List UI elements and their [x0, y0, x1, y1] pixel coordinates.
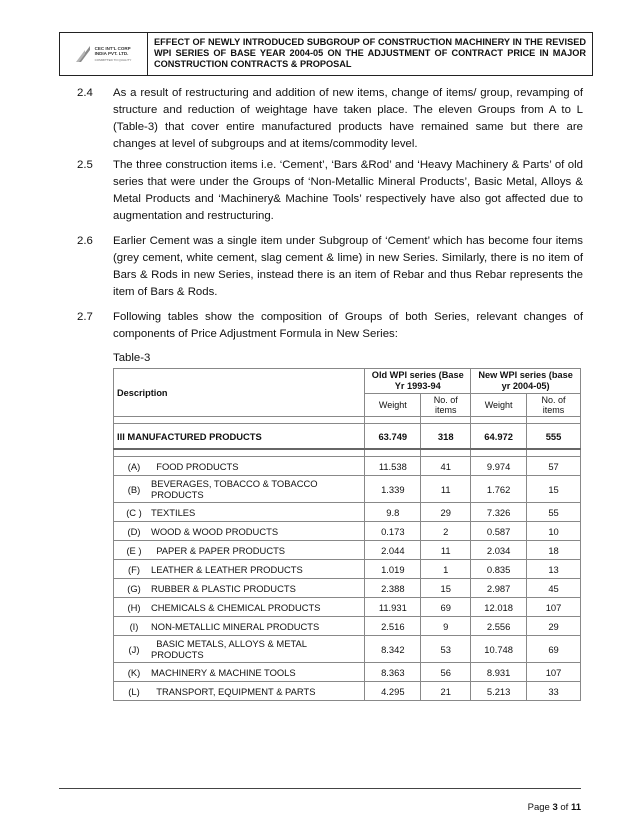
- total-old-weight: 63.749: [365, 424, 421, 450]
- group-name: PAPER & PAPER PRODUCTS: [151, 544, 286, 556]
- old-items: 2: [421, 522, 471, 541]
- table-row: [114, 522, 581, 541]
- new-items: 15: [527, 476, 581, 503]
- old-items: 11: [421, 476, 471, 503]
- table-row: [114, 636, 581, 663]
- new-items: 33: [527, 682, 581, 701]
- paragraph-number: 2.4: [77, 87, 93, 99]
- old-weight: 0.173: [365, 522, 421, 541]
- new-items: 55: [527, 503, 581, 522]
- table-spacer: [114, 449, 581, 457]
- logo-emblem-icon: [76, 44, 92, 64]
- manufactured-products-row: [114, 424, 581, 450]
- document-header: [59, 32, 593, 76]
- old-weight: 2.044: [365, 541, 421, 560]
- group-name: WOOD & WOOD PRODUCTS: [151, 525, 279, 537]
- group-name: CHEMICALS & CHEMICAL PRODUCTS: [151, 601, 321, 613]
- paragraph-2-4: [77, 85, 583, 153]
- of-word: of: [560, 802, 569, 813]
- old-weight: 1.019: [365, 560, 421, 579]
- group-code: (G): [127, 582, 141, 594]
- new-weight: 2.987: [471, 579, 527, 598]
- group-code: (A): [127, 460, 141, 472]
- old-items-header: No. of items: [421, 394, 471, 417]
- new-items: 107: [527, 663, 581, 682]
- table-row: [114, 560, 581, 579]
- group-cell: [114, 579, 365, 598]
- group-cell: [114, 457, 365, 476]
- description-header: Description: [114, 369, 365, 417]
- new-series-header: New WPI series (base yr 2004-05): [471, 369, 581, 394]
- group-cell: [114, 522, 365, 541]
- group-name: TRANSPORT, EQUIPMENT & PARTS: [151, 685, 316, 697]
- logo-box: [60, 33, 148, 75]
- new-items: 45: [527, 579, 581, 598]
- group-name: LEATHER & LEATHER PRODUCTS: [151, 563, 303, 575]
- old-items: 11: [421, 541, 471, 560]
- new-items: 107: [527, 598, 581, 617]
- group-code: (B): [127, 483, 141, 495]
- table-row: [114, 541, 581, 560]
- group-name: BASIC METALS, ALLOYS & METAL PRODUCTS: [151, 638, 310, 660]
- wpi-composition-table: [113, 368, 581, 701]
- company-logo: [76, 44, 132, 64]
- paragraph-2-5: [77, 157, 583, 225]
- new-weight: 2.556: [471, 617, 527, 636]
- old-weight: 11.931: [365, 598, 421, 617]
- new-weight-header: Weight: [471, 394, 527, 417]
- table-header-row: [114, 369, 581, 394]
- old-items: 29: [421, 503, 471, 522]
- paragraph-text: Earlier Cement was a single item under Subgroup of ‘Cement’ which has become four items (grey cement, white cement, slag cement & lime) in new Series. Similarly, there is no item of Bars & Rods in new Series, instead there is an item of Rebar and thus Rebar represents the item of Bars & Rods.: [113, 235, 583, 298]
- total-pages: 11: [570, 802, 581, 813]
- new-weight: 0.587: [471, 522, 527, 541]
- group-cell: [114, 682, 365, 701]
- footer-rule: [59, 788, 581, 789]
- group-name: BEVERAGES, TOBACCO & TOBACCO PRODUCTS: [151, 478, 321, 500]
- group-cell: [114, 503, 365, 522]
- old-items: 41: [421, 457, 471, 476]
- table-row: [114, 457, 581, 476]
- new-items: 10: [527, 522, 581, 541]
- new-items: 13: [527, 560, 581, 579]
- page-word: Page: [527, 802, 550, 813]
- old-items: 9: [421, 617, 471, 636]
- table-row: [114, 503, 581, 522]
- group-code: (J): [128, 643, 140, 655]
- group-code: (I): [129, 620, 139, 632]
- old-weight: 8.342: [365, 636, 421, 663]
- old-series-header: Old WPI series (Base Yr 1993-94: [365, 369, 471, 394]
- table-row: [114, 579, 581, 598]
- new-weight: 8.931: [471, 663, 527, 682]
- old-items: 53: [421, 636, 471, 663]
- new-weight: 0.835: [471, 560, 527, 579]
- logo-name-line1: CEC INT'L CORP: [94, 46, 131, 51]
- table-row: [114, 663, 581, 682]
- old-weight: 2.516: [365, 617, 421, 636]
- table-row: [114, 617, 581, 636]
- new-items: 69: [527, 636, 581, 663]
- group-code: (D): [127, 525, 141, 537]
- total-label: III MANUFACTURED PRODUCTS: [114, 424, 365, 450]
- group-name: FOOD PRODUCTS: [151, 460, 239, 472]
- group-name: TEXTILES: [151, 506, 196, 518]
- paragraph-text: As a result of restructuring and addition of new items, change of items/ group, revamping of structure and reduction of weightage have taken place. The eleven Groups from A to L (Table-3) that cover entire manufactured products have remained same but there are changes at level of subgroups and at items/commodity level.: [113, 87, 583, 150]
- logo-tagline: COMMITTED TO QUALITY: [94, 58, 132, 62]
- group-code: (F): [128, 563, 140, 575]
- new-items: 29: [527, 617, 581, 636]
- new-items: 57: [527, 457, 581, 476]
- table-row: [114, 476, 581, 503]
- group-name: MACHINERY & MACHINE TOOLS: [151, 666, 296, 678]
- table-caption: Table-3: [113, 352, 151, 364]
- new-items: 18: [527, 541, 581, 560]
- old-weight: 8.363: [365, 663, 421, 682]
- old-items: 21: [421, 682, 471, 701]
- document-title: EFFECT OF NEWLY INTRODUCED SUBGROUP OF CONSTRUCTION MACHINERY IN THE REVISED WPI SERIES OF BASE YEAR 2004-05 ON THE ADJUSTMENT OF CONTRACT PRICE IN MAJOR CONSTRUCTION CONTRACTS & PROPOSAL: [154, 37, 586, 69]
- table-spacer: [114, 417, 581, 424]
- group-name: RUBBER & PLASTIC PRODUCTS: [151, 582, 296, 594]
- old-weight: 11.538: [365, 457, 421, 476]
- old-items: 56: [421, 663, 471, 682]
- old-items: 15: [421, 579, 471, 598]
- old-items: 1: [421, 560, 471, 579]
- group-code: (L): [128, 685, 140, 697]
- paragraph-text: The three construction items i.e. ‘Cement’, ‘Bars &Rod’ and ‘Heavy Machinery & Parts’ of old series that were under the Groups of ‘Non-Metallic Mineral Products’, Basic Metal, Alloys & Metal Products and ‘Machinery& Machine Tools’ respectively have also got affected due to augmentation and restructuring.: [113, 159, 583, 222]
- group-cell: [114, 560, 365, 579]
- group-code: (C ): [126, 506, 142, 518]
- new-weight: 12.018: [471, 598, 527, 617]
- old-items: 69: [421, 598, 471, 617]
- paragraph-number: 2.5: [77, 159, 93, 171]
- paragraph-number: 2.7: [77, 311, 93, 323]
- current-page: 3: [552, 802, 558, 813]
- group-code: (E ): [126, 544, 142, 556]
- paragraph-2-7: [77, 309, 583, 343]
- old-weight: 9.8: [365, 503, 421, 522]
- old-weight: 1.339: [365, 476, 421, 503]
- page-number: [528, 802, 581, 813]
- total-old-items: 318: [421, 424, 471, 450]
- old-weight: 4.295: [365, 682, 421, 701]
- paragraph-2-6: [77, 233, 583, 301]
- new-weight: 2.034: [471, 541, 527, 560]
- group-code: (K): [127, 666, 141, 678]
- group-cell: [114, 598, 365, 617]
- old-weight-header: Weight: [365, 394, 421, 417]
- paragraph-text: Following tables show the composition of Groups of both Series, relevant changes of components of Price Adjustment Formula in New Series:: [113, 311, 583, 340]
- group-name: NON-METALLIC MINERAL PRODUCTS: [151, 620, 320, 632]
- total-new-items: 555: [527, 424, 581, 450]
- new-weight: 10.748: [471, 636, 527, 663]
- paragraph-number: 2.6: [77, 235, 93, 247]
- new-weight: 7.326: [471, 503, 527, 522]
- table-row: [114, 682, 581, 701]
- group-cell: [114, 476, 365, 503]
- total-new-weight: 64.972: [471, 424, 527, 450]
- group-cell: [114, 541, 365, 560]
- table-row: [114, 598, 581, 617]
- new-items-header: No. of items: [527, 394, 581, 417]
- group-cell: [114, 617, 365, 636]
- new-weight: 5.213: [471, 682, 527, 701]
- new-weight: 9.974: [471, 457, 527, 476]
- group-code: (H): [127, 601, 141, 613]
- new-weight: 1.762: [471, 476, 527, 503]
- old-weight: 2.388: [365, 579, 421, 598]
- logo-name-line2: INDIA PVT. LTD.: [94, 51, 129, 56]
- group-cell: [114, 636, 365, 663]
- group-cell: [114, 663, 365, 682]
